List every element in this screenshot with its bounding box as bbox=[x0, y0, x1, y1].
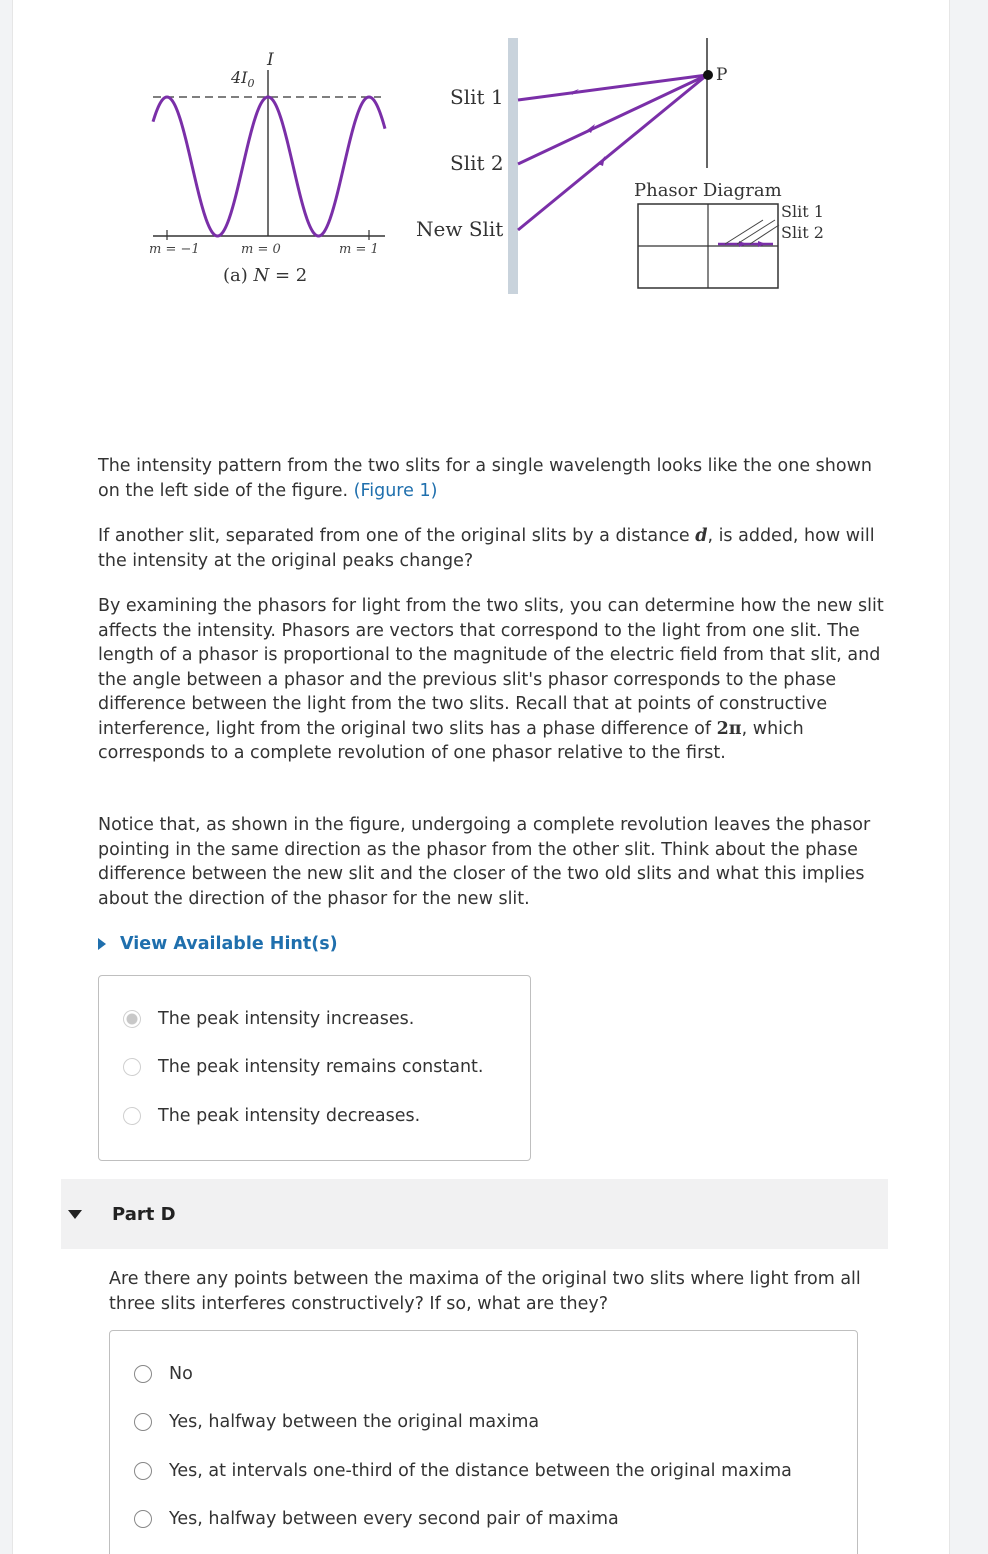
intensity-curve bbox=[153, 97, 385, 236]
phasor-guide-3 bbox=[750, 225, 779, 244]
explanation-text-1: By examining the phasors for light from the two slits, you can determine how the new slit affects the intensity. Phasors are vectors that correspond to the light from one slit. The length of a phasor is proportional to the magnitude of the electric field from that slit, and the angle between a phasor and the previous slit's phasor corresponds to the phase difference between the light from the two slits. Recall that at points of constructive interference, light from the original two slits has a phase difference of bbox=[98, 596, 884, 739]
radio-icon[interactable] bbox=[134, 1365, 152, 1383]
caret-down-icon bbox=[68, 1210, 82, 1219]
explanation-text-2: , which corresponds to a complete revolution of one phasor relative to the first. bbox=[98, 718, 804, 763]
prompt-text-1: If another slit, separated from one of the original slits by a distance bbox=[98, 526, 690, 546]
radio-icon[interactable] bbox=[123, 1010, 141, 1028]
plot-caption: (a) N = 2 bbox=[223, 265, 308, 286]
choice-label: The peak intensity remains constant. bbox=[158, 1057, 484, 1077]
axis-label-I: I bbox=[267, 50, 274, 70]
phasor-explanation bbox=[98, 594, 888, 766]
answer-choices bbox=[98, 975, 531, 1161]
intro-text: The intensity pattern from the two slits for a single wavelength looks like the one shown on the left side of the figure. bbox=[98, 456, 872, 501]
choice-decreases[interactable] bbox=[123, 1106, 420, 1126]
slit-1-label: Slit 1 bbox=[450, 85, 504, 109]
radio-icon[interactable] bbox=[123, 1058, 141, 1076]
explanation-math: 2π bbox=[716, 718, 742, 739]
radio-icon[interactable] bbox=[123, 1107, 141, 1125]
choice-halfway[interactable] bbox=[134, 1412, 539, 1432]
revolution-paragraph bbox=[98, 813, 888, 911]
part-d-question-text: Are there any points between the maxima of the original two slits where light from all three slits interferes constructively? If so, what are they? bbox=[109, 1269, 861, 1314]
new-slit-label: New Slit bbox=[416, 217, 504, 241]
figure-1 bbox=[13, 0, 949, 300]
point-P-label: P bbox=[716, 65, 728, 85]
revolution-text: Notice that, as shown in the figure, undergoing a complete revolution leaves the phasor pointing in the same direction as the phasor from the other slit. Think about the phase difference between the new slit and the closer of the two old slits and what this implies about the direction of the phasor for the new slit. bbox=[98, 815, 871, 909]
phasor-title: Phasor Diagram bbox=[634, 180, 782, 201]
view-hints-label: View Available Hint(s) bbox=[120, 934, 338, 954]
choice-one-third[interactable] bbox=[134, 1461, 792, 1481]
prompt-variable: d bbox=[695, 526, 708, 546]
choice-no[interactable] bbox=[134, 1364, 193, 1384]
view-hints-toggle[interactable] bbox=[98, 932, 338, 956]
intro-paragraph bbox=[98, 454, 888, 503]
prompt-text-2: , is added, how will the intensity at the original peaks change? bbox=[98, 526, 875, 571]
tick-label-m-0: m = 0 bbox=[241, 242, 281, 257]
choice-label: Yes, at intervals one-third of the distance between the original maxima bbox=[169, 1461, 792, 1481]
phasor-guide-1 bbox=[725, 220, 763, 244]
slit-screen bbox=[508, 38, 518, 294]
choice-increases[interactable] bbox=[123, 1009, 414, 1029]
choice-every-second[interactable] bbox=[134, 1509, 619, 1529]
point-P bbox=[703, 70, 713, 80]
tick-label-m-1: m = 1 bbox=[339, 242, 379, 257]
caret-right-icon bbox=[98, 938, 106, 950]
part-d-label: Part D bbox=[112, 1203, 176, 1225]
prompt-paragraph bbox=[98, 524, 888, 573]
choice-label: Yes, halfway between every second pair of maxima bbox=[169, 1509, 619, 1529]
choice-label: No bbox=[169, 1364, 193, 1384]
phasor-legend-slit-1: Slit 1 bbox=[781, 202, 824, 221]
slit-2-label: Slit 2 bbox=[450, 151, 504, 175]
content-panel bbox=[12, 0, 950, 1554]
radio-icon[interactable] bbox=[134, 1510, 152, 1528]
choice-label: The peak intensity increases. bbox=[158, 1009, 415, 1029]
part-d-question bbox=[109, 1267, 894, 1316]
radio-icon[interactable] bbox=[134, 1413, 152, 1431]
phasor-legend-slit-2: Slit 2 bbox=[781, 223, 824, 242]
radio-icon[interactable] bbox=[134, 1462, 152, 1480]
figure-svg bbox=[13, 0, 949, 300]
part-d-choices bbox=[109, 1330, 858, 1554]
tick-label-m-minus-1: m = −1 bbox=[149, 242, 200, 257]
choice-label: Yes, halfway between the original maxima bbox=[169, 1412, 540, 1432]
choice-label: The peak intensity decreases. bbox=[158, 1106, 421, 1126]
choice-constant[interactable] bbox=[123, 1057, 483, 1077]
ray-new-slit bbox=[518, 75, 707, 230]
part-d-header[interactable] bbox=[61, 1179, 888, 1249]
peak-label: $4I_0$ bbox=[231, 68, 255, 90]
figure-link[interactable]: (Figure 1) bbox=[353, 480, 438, 501]
